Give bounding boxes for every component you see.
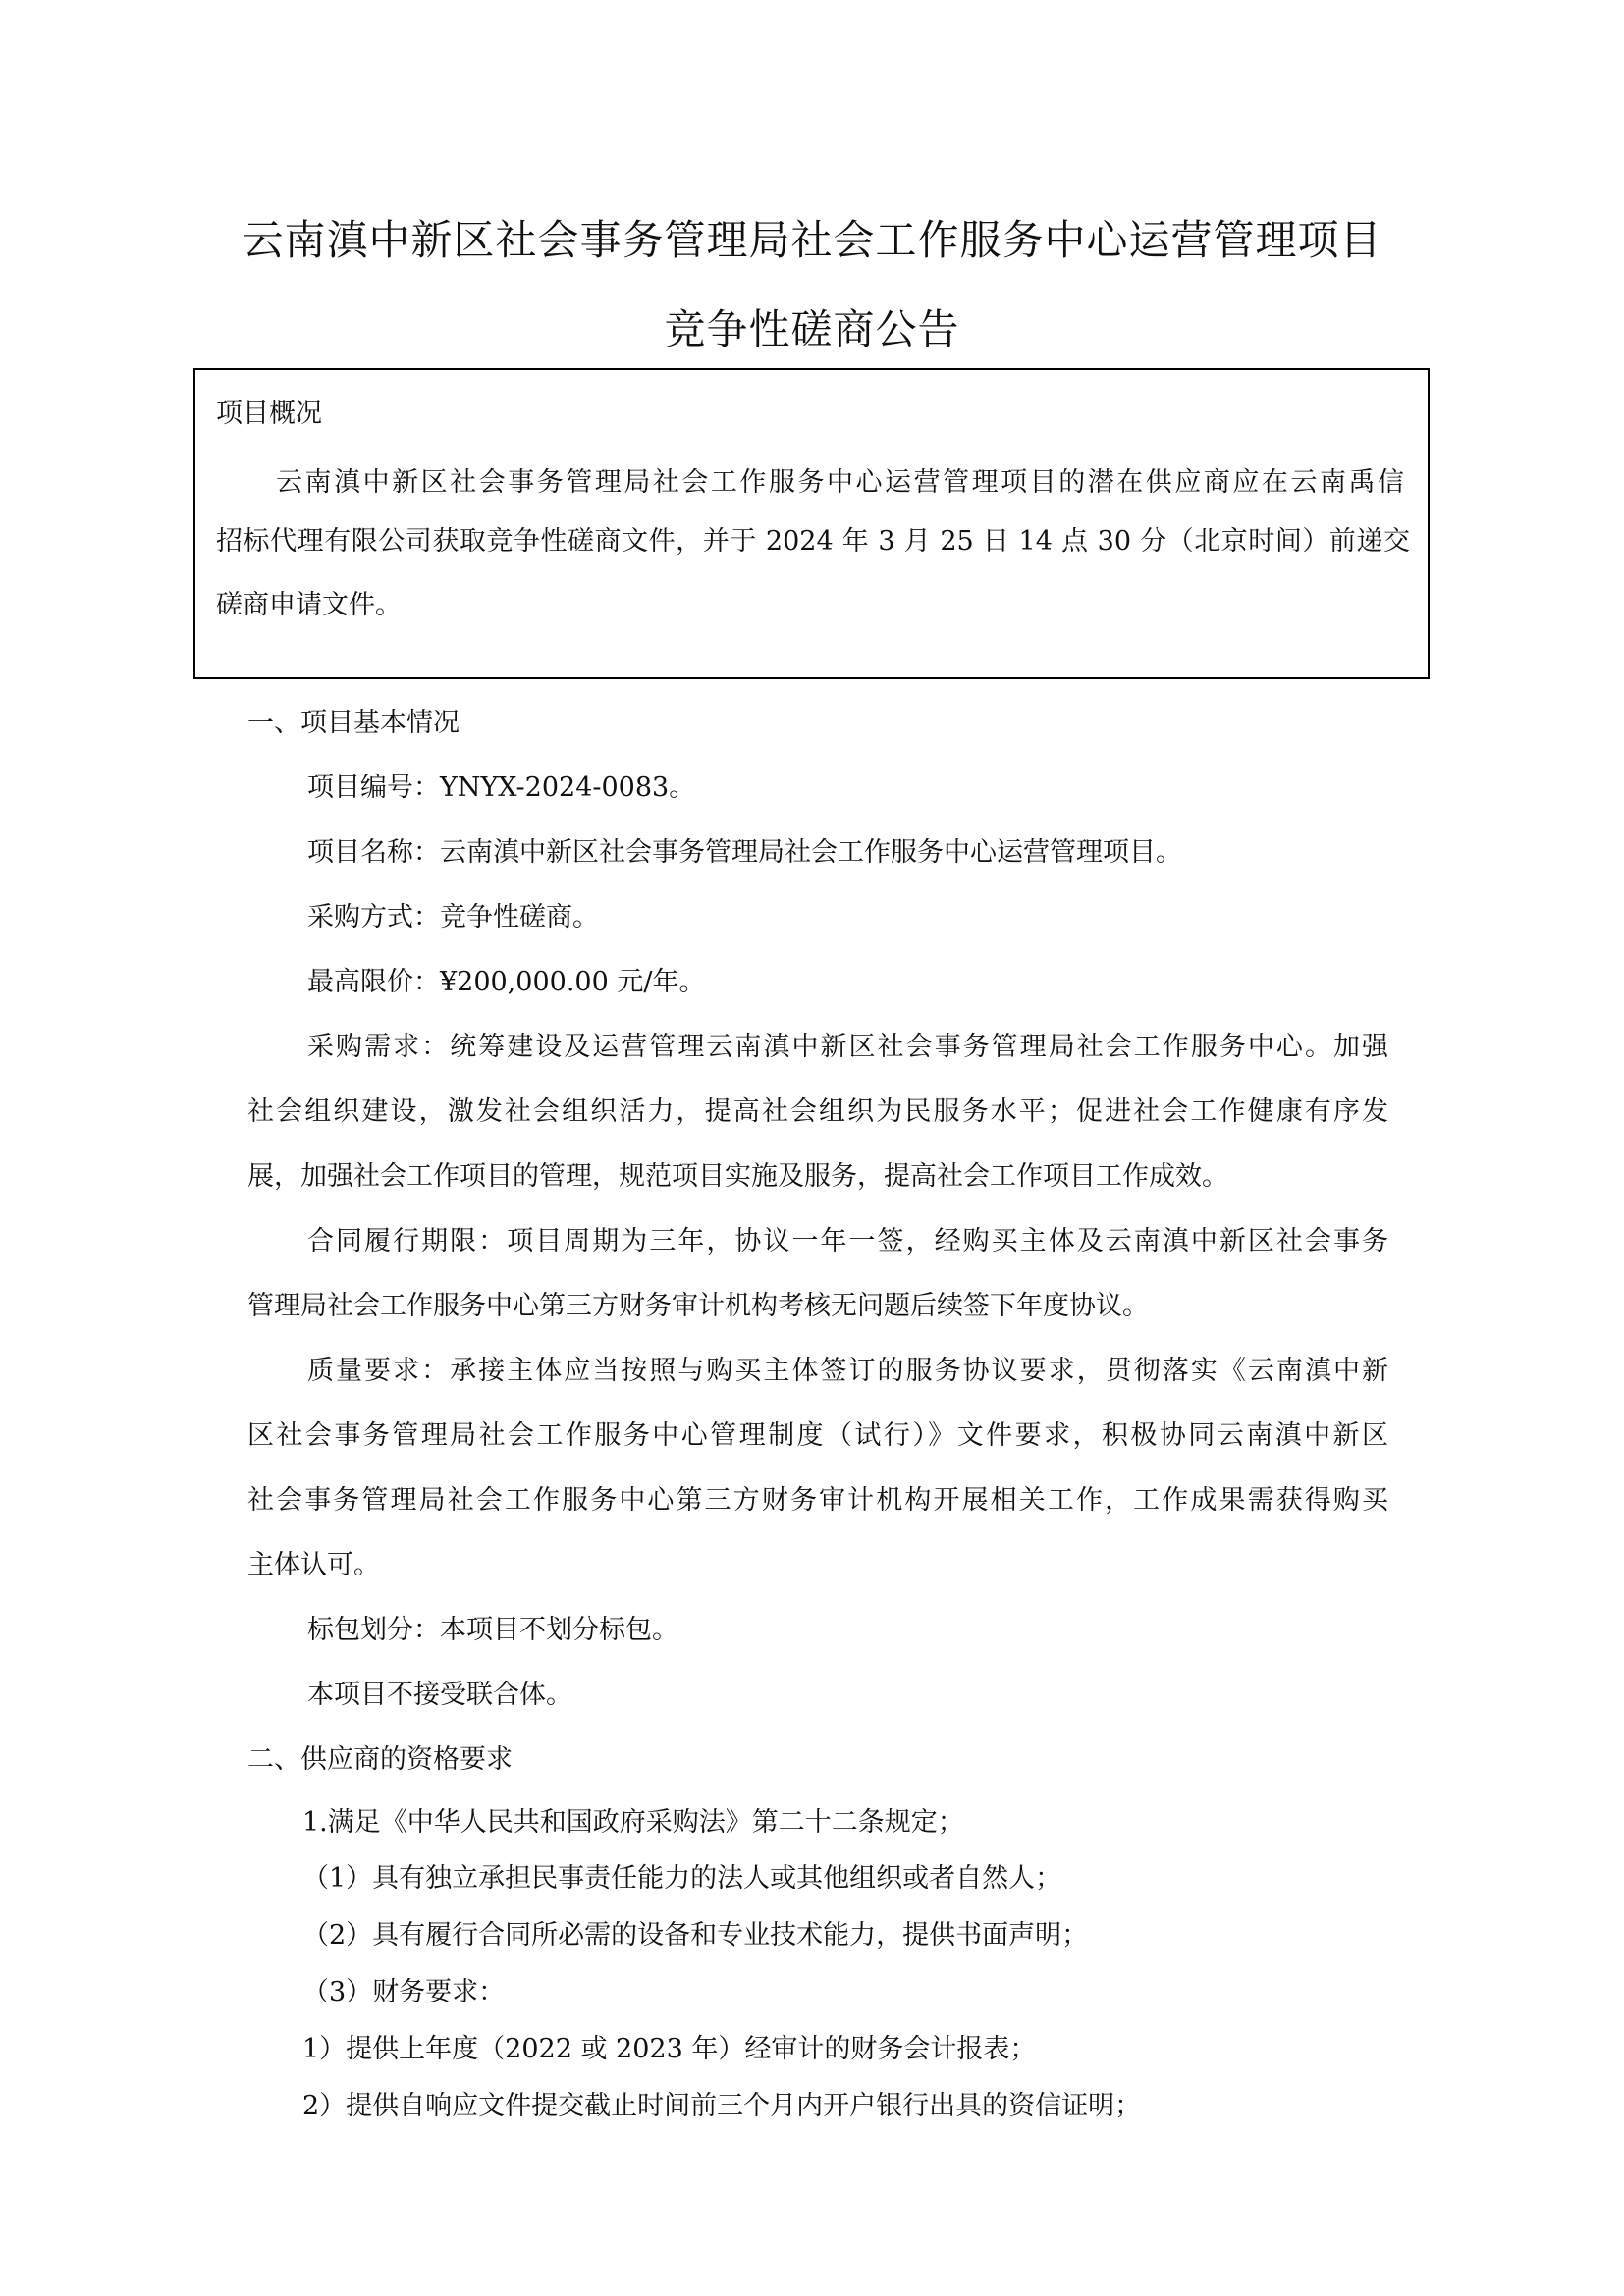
procurement-method: 采购方式：竞争性磋商。 (307, 902, 599, 933)
qualification-sub-item: （1）具有独立承担民事责任能力的法人或其他组织或者自然人； (302, 1863, 1062, 1894)
qualification-sub-item: （3）财务要求： (302, 1977, 506, 2007)
document-title-line2: 竞争性磋商公告 (664, 305, 960, 353)
contract-line: 管理局社会工作服务中心第三方财务审计机构考核无问题后续签下年度协议。 (247, 1291, 1149, 1321)
quality-line: 质量要求：承接主体应当按照与购买主体签订的服务协议要求，贯彻落实《云南滇中新 (307, 1356, 1388, 1386)
demand-line: 展，加强社会工作项目的管理，规范项目实施及服务，提高社会工作项目工作成效。 (247, 1161, 1228, 1192)
quality-line: 社会事务管理局社会工作服务中心第三方财务审计机构开展相关工作，工作成果需获得购买 (247, 1485, 1388, 1516)
qualification-sub-item: （2）具有履行合同所必需的设备和专业技术能力，提供书面声明； (302, 1920, 1089, 1950)
project-name: 项目名称：云南滇中新区社会事务管理局社会工作服务中心运营管理项目。 (307, 837, 1182, 868)
financial-requirement: 1）提供上年度（2022 或 2023 年）经审计的财务会计报表； (302, 2034, 1037, 2064)
consortium-note: 本项目不接受联合体。 (307, 1680, 572, 1710)
max-price: 最高限价：¥200,000.00 元/年。 (307, 967, 706, 997)
overview-line: 招标代理有限公司获取竞争性磋商文件，并于 2024 年 3 月 25 日 14 点 30 分（北京时间）前递交 (216, 526, 1410, 557)
quality-line: 区社会事务管理局社会工作服务中心管理制度（试行）》文件要求，积极协同云南滇中新区 (247, 1420, 1388, 1451)
overview-line: 磋商申请文件。 (216, 590, 402, 620)
overview-box (193, 368, 1430, 679)
project-number: 项目编号：YNYX-2024-0083。 (307, 773, 696, 803)
overview-heading: 项目概况 (216, 399, 322, 429)
lot-division: 标包划分：本项目不划分标包。 (307, 1615, 678, 1645)
overview-line: 云南滇中新区社会事务管理局社会工作服务中心运营管理项目的潜在供应商应在云南禹信 (276, 467, 1404, 498)
qualification-item: 1.满足《中华人民共和国政府采购法》第二十二条规定； (302, 1807, 964, 1838)
section2-heading: 二、供应商的资格要求 (247, 1744, 513, 1775)
section1-heading: 一、项目基本情况 (247, 708, 460, 738)
demand-line: 采购需求：统筹建设及运营管理云南滇中新区社会事务管理局社会工作服务中心。加强 (307, 1032, 1388, 1062)
financial-requirement: 2）提供自响应文件提交截止时间前三个月内开户银行出具的资信证明； (302, 2091, 1142, 2121)
document-title-line1: 云南滇中新区社会事务管理局社会工作服务中心运营管理项目 (242, 216, 1382, 264)
demand-line: 社会组织建设，激发社会组织活力，提高社会组织为民服务水平；促进社会工作健康有序发 (247, 1096, 1388, 1127)
contract-line: 合同履行期限：项目周期为三年，协议一年一签，经购买主体及云南滇中新区社会事务 (307, 1226, 1388, 1256)
quality-line: 主体认可。 (247, 1550, 380, 1580)
